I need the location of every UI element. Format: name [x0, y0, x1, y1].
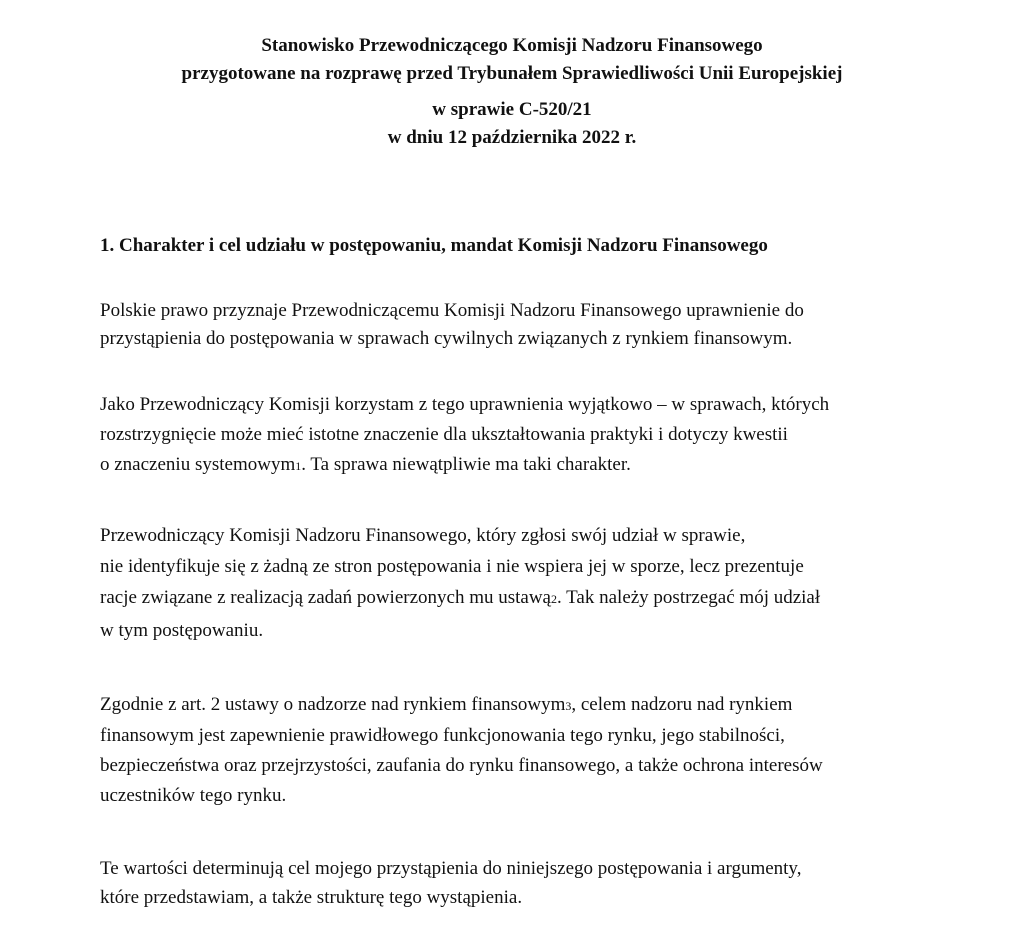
title-line: przygotowane na rozprawę przed Trybunałem Sprawiedliwości Unii Europejskiej	[181, 63, 843, 84]
section-heading: 1. Charakter i cel udziału w postępowaniu, mandat Komisji Nadzoru Finansowego	[100, 235, 768, 256]
footnote-ref[interactable]: 2	[550, 592, 557, 606]
footnote-ref[interactable]: 3	[565, 699, 572, 713]
footnote-ref[interactable]: 1	[295, 459, 302, 473]
paragraph-line: finansowym jest zapewnienie prawidłowego funkcjonowania tego rynku, jego stabilności,	[100, 725, 785, 746]
paragraph	[100, 690, 980, 811]
text-fragment: Zgodnie z art. 2 ustawy o nadzorze nad rynkiem finansowym	[100, 694, 566, 715]
case-number: w sprawie C-520/21	[432, 99, 592, 120]
paragraph-line: bezpieczeństwa oraz przejrzystości, zaufania do rynku finansowego, a także ochrona interesów	[100, 755, 823, 776]
paragraph-line: które przedstawiam, a także strukturę tego wystąpienia.	[100, 887, 523, 908]
text-fragment: . Tak należy postrzegać mój udział	[556, 587, 821, 608]
paragraph-line: Te wartości determinują cel mojego przystąpienia do niniejszego postępowania i argumenty,	[100, 858, 802, 879]
paragraph-line: uczestników tego rynku.	[100, 785, 287, 806]
paragraph-line: nie identyfikuje się z żadną ze stron postępowania i nie wspiera jej w sporze, lecz prezentuje	[100, 556, 804, 577]
paragraph-line: przystąpienia do postępowania w sprawach cywilnych związanych z rynkiem finansowym.	[100, 328, 793, 349]
paragraph-line	[100, 450, 980, 481]
paragraph	[100, 390, 980, 481]
case-info	[0, 96, 1024, 152]
paragraph	[100, 297, 980, 353]
paragraph-line: Jako Przewodniczący Komisji korzystam z tego uprawnienia wyjątkowo – w sprawach, których	[100, 394, 830, 415]
paragraph-line: w tym postępowaniu.	[100, 620, 264, 641]
title-line: Stanowisko Przewodniczącego Komisji Nadzoru Finansowego	[261, 35, 763, 56]
paragraph	[100, 854, 980, 912]
paragraph	[100, 520, 980, 646]
paragraph-line: Polskie prawo przyznaje Przewodniczącemu Komisji Nadzoru Finansowego uprawnienie do	[100, 300, 804, 321]
text-fragment: , celem nadzoru nad rynkiem	[571, 694, 793, 715]
document-title	[0, 32, 1024, 88]
paragraph-line: rozstrzygnięcie może mieć istotne znaczenie dla ukształtowania praktyki i dotyczy kwestii	[100, 424, 788, 445]
text-fragment: o znaczeniu systemowym	[100, 454, 296, 475]
paragraph-line	[100, 690, 980, 721]
text-fragment: . Ta sprawa niewątpliwie ma taki charakter.	[301, 454, 631, 475]
paragraph-line: Przewodniczący Komisji Nadzoru Finansowego, który zgłosi swój udział w sprawie,	[100, 525, 746, 546]
paragraph-line	[100, 582, 980, 615]
text-fragment: racje związane z realizacją zadań powierzonych mu ustawą	[100, 587, 551, 608]
hearing-date: w dniu 12 października 2022 r.	[387, 127, 637, 148]
